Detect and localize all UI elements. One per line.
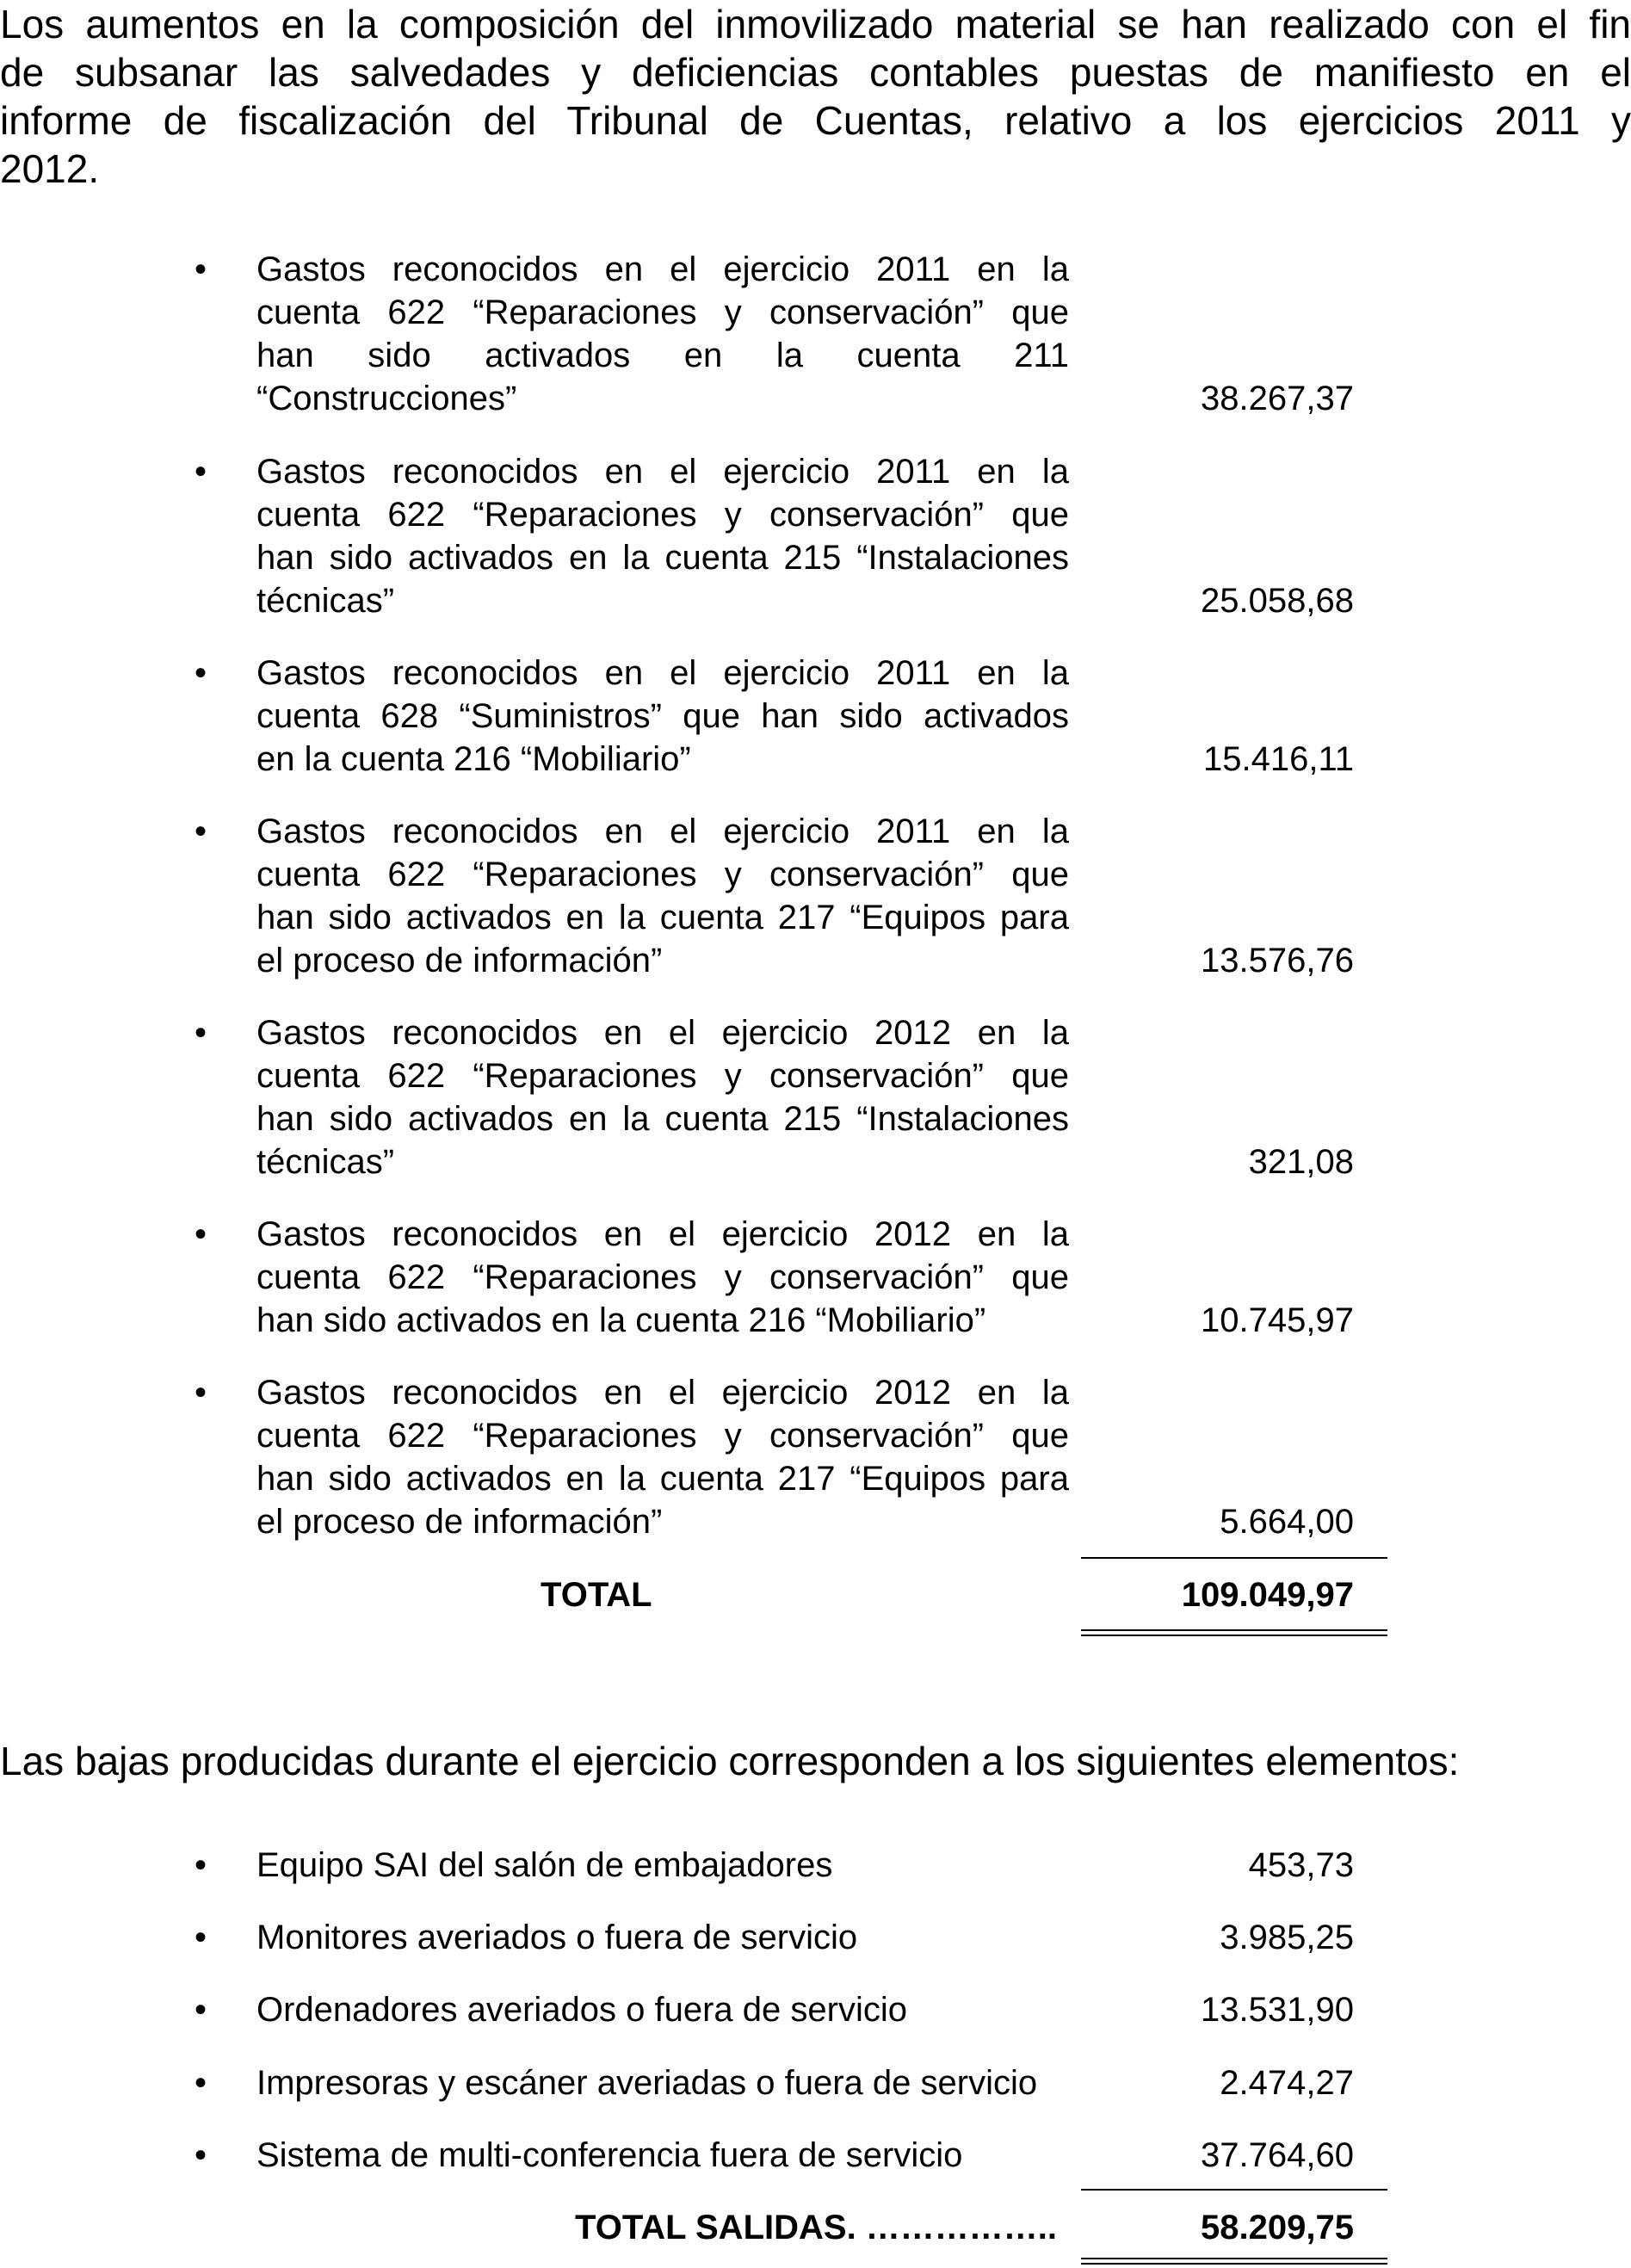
total-double-rule — [1081, 1629, 1387, 1636]
item-line: cuenta 622 “Reparaciones y conservación” que — [256, 856, 1069, 893]
intro-line: Los aumentos en la composición del inmovilizado material se han realizado con el fin — [0, 2, 1631, 46]
removal-item-amount: 37.764,60 — [1201, 2136, 1354, 2174]
removals-heading: Las bajas producidas durante el ejercicio corresponden a los siguientes elementos: — [0, 1739, 1460, 1783]
removal-item-label: Equipo SAI del salón de embajadores — [256, 1846, 833, 1884]
increase-item-amount: 10.745,97 — [1201, 1301, 1354, 1339]
bullet-icon: • — [195, 2064, 207, 2102]
intro-paragraph — [0, 0, 1631, 193]
item-line: Gastos reconocidos en el ejercicio 2011 en la — [256, 813, 1069, 850]
bullet-icon: • — [195, 654, 207, 692]
item-line: han sido activados en la cuenta 215 “Instalaciones — [256, 539, 1069, 577]
total-rule — [1081, 2189, 1387, 2191]
item-line: Gastos reconocidos en el ejercicio 2011 en la — [256, 654, 1069, 692]
item-line: Gastos reconocidos en el ejercicio 2012 en la — [256, 1215, 1069, 1253]
increase-item-amount: 321,08 — [1248, 1143, 1354, 1181]
bullet-icon: • — [195, 453, 207, 491]
item-line: han sido activados en la cuenta 216 “Mobiliario” — [256, 1301, 986, 1339]
removal-item-amount: 13.531,90 — [1201, 1991, 1354, 2029]
bullet-icon: • — [195, 1374, 207, 1412]
item-line: técnicas” — [256, 582, 395, 620]
increase-item-amount: 13.576,76 — [1201, 942, 1354, 980]
item-line: Gastos reconocidos en el ejercicio 2011 en la — [256, 250, 1069, 288]
item-line: “Construcciones” — [256, 380, 517, 417]
removals-total-amount: 58.209,75 — [1201, 2209, 1354, 2246]
item-line: cuenta 622 “Reparaciones y conservación” que — [256, 1417, 1069, 1455]
increase-item-description — [256, 652, 1069, 781]
item-line: cuenta 622 “Reparaciones y conservación” que — [256, 1258, 1069, 1296]
item-line: Gastos reconocidos en el ejercicio 2011 en la — [256, 453, 1069, 491]
increase-item-description — [256, 1371, 1069, 1543]
removals-total-label: TOTAL SALIDAS. …………….. — [575, 2209, 1058, 2246]
item-line: han sido activados en la cuenta 217 “Equipos para — [256, 1460, 1069, 1498]
bullet-icon: • — [195, 1215, 207, 1253]
removal-item-label: Sistema de multi-conferencia fuera de servicio — [256, 2136, 963, 2174]
bullet-icon: • — [195, 1014, 207, 1052]
item-line: han sido activados en la cuenta 215 “Instalaciones — [256, 1100, 1069, 1138]
bullet-icon: • — [195, 1991, 207, 2029]
removal-item-label: Impresoras y escáner averiadas o fuera de servicio — [256, 2064, 1038, 2102]
bullet-icon: • — [195, 250, 207, 288]
removal-item-label: Monitores averiados o fuera de servicio — [256, 1919, 858, 1956]
increase-item-description — [256, 1213, 1069, 1342]
removal-item-amount: 2.474,27 — [1220, 2064, 1354, 2102]
total-double-rule — [1081, 2258, 1387, 2265]
item-line: han sido activados en la cuenta 217 “Equipos para — [256, 899, 1069, 936]
item-line: cuenta 622 “Reparaciones y conservación” que — [256, 1057, 1069, 1095]
increase-item-description — [256, 248, 1069, 420]
item-line: cuenta 622 “Reparaciones y conservación” que — [256, 294, 1069, 331]
removal-item-label: Ordenadores averiados o fuera de servicio — [256, 1991, 907, 2029]
increase-item-amount: 5.664,00 — [1220, 1503, 1354, 1541]
item-line: en la cuenta 216 “Mobiliario” — [256, 740, 691, 778]
item-line: el proceso de información” — [256, 942, 663, 980]
intro-line: 2012. — [0, 146, 100, 191]
item-line: cuenta 628 “Suministros” que han sido activados — [256, 697, 1069, 735]
increase-item-description — [256, 810, 1069, 982]
bullet-icon: • — [195, 1846, 207, 1884]
item-line: Gastos reconocidos en el ejercicio 2012 en la — [256, 1014, 1069, 1052]
item-line: técnicas” — [256, 1143, 395, 1181]
intro-line: de subsanar las salvedades y deficiencias contables puestas de manifiesto en el — [0, 50, 1631, 95]
bullet-icon: • — [195, 1919, 207, 1956]
increase-item-description — [256, 450, 1069, 622]
item-line: Gastos reconocidos en el ejercicio 2012 en la — [256, 1374, 1069, 1412]
item-line: han sido activados en la cuenta 211 — [256, 337, 1069, 374]
increase-item-description — [256, 1011, 1069, 1183]
removal-item-amount: 453,73 — [1248, 1846, 1354, 1884]
increases-total-amount: 109.049,97 — [1181, 1576, 1354, 1614]
intro-line: informe de fiscalización del Tribunal de Cuentas, relativo a los ejercicios 2011 y — [0, 98, 1631, 143]
removal-item-amount: 3.985,25 — [1220, 1919, 1354, 1956]
increase-item-amount: 25.058,68 — [1201, 582, 1354, 620]
bullet-icon: • — [195, 2136, 207, 2174]
bullet-icon: • — [195, 813, 207, 850]
item-line: cuenta 622 “Reparaciones y conservación” que — [256, 496, 1069, 534]
increases-total-label: TOTAL — [541, 1576, 652, 1614]
total-rule — [1081, 1557, 1387, 1559]
item-line: el proceso de información” — [256, 1503, 663, 1541]
increase-item-amount: 38.267,37 — [1201, 380, 1354, 417]
increase-item-amount: 15.416,11 — [1203, 740, 1354, 778]
